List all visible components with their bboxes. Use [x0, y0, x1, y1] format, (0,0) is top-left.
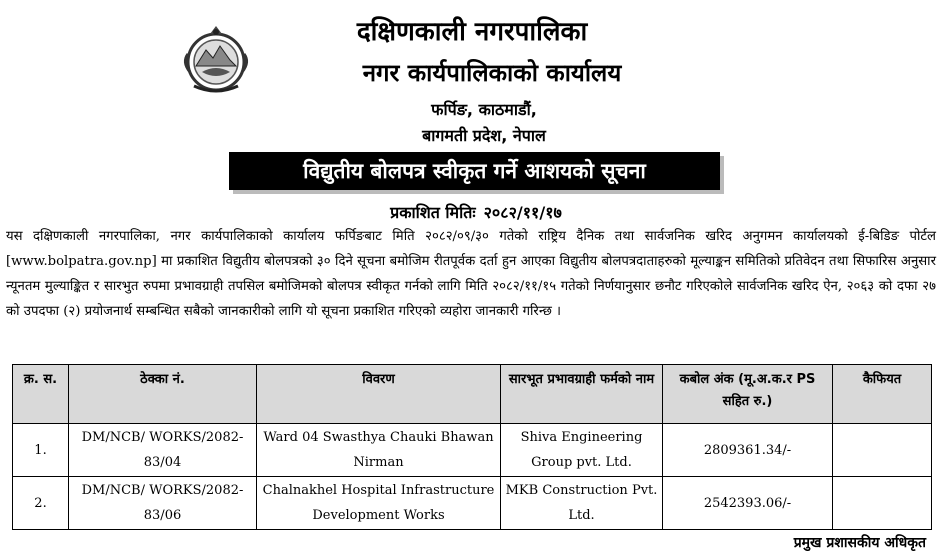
office-title: दक्षिणकाली नगरपालिका: [356, 17, 588, 47]
address-line-1: फर्पिङ, काठमाडौं,: [431, 100, 537, 119]
table-row: [13, 477, 932, 530]
cell-amount: 2542393.06/-: [663, 477, 833, 530]
cell-contract: DM/NCB/ WORKS/2082-83/04: [69, 424, 257, 477]
cell-amount: 2809361.34/-: [663, 424, 833, 477]
office-subtitle: नगर कार्यपालिकाको कार्यालय: [362, 59, 622, 87]
award-table: [12, 364, 932, 530]
header-contract: ठेक्का नं.: [69, 365, 257, 424]
table-header-row: [13, 365, 932, 424]
cell-firm: MKB Construction Pvt. Ltd.: [501, 477, 663, 530]
notice-banner: विद्युतीय बोलपत्र स्वीकृत गर्ने आशयको सूचना: [229, 152, 720, 190]
header-description: विवरण: [257, 365, 501, 424]
cell-description: Ward 04 Swasthya Chauki Bhawan Nirman: [257, 424, 501, 477]
published-date-value: २०८२/११/१७: [483, 203, 562, 222]
header-remarks: कैफियत: [833, 365, 932, 424]
cell-sn: 2.: [13, 477, 69, 530]
address-line-2: बागमती प्रदेश, नेपाल: [422, 126, 546, 145]
cell-remarks: [833, 424, 932, 477]
header-amount: कबोल अंक (मू.अ.क.र PS सहित रु.): [663, 365, 833, 424]
published-label: प्रकाशित मितिः: [390, 203, 476, 222]
published-date: [0, 201, 944, 223]
cell-description: Chalnakhel Hospital Infrastructure Development Works: [257, 477, 501, 530]
table-row: [13, 424, 932, 477]
cell-contract: DM/NCB/ WORKS/2082-83/06: [69, 477, 257, 530]
cell-remarks: [833, 477, 932, 530]
cell-firm: Shiva Engineering Group pvt. Ltd.: [501, 424, 663, 477]
cell-sn: 1.: [13, 424, 69, 477]
header-firm: सारभूत प्रभावग्राही फर्मको नाम: [501, 365, 663, 424]
signatory-title: प्रमुख प्रशासकीय अधिकृत: [793, 535, 926, 551]
notice-body: यस दक्षिणकाली नगरपालिका, नगर कार्यपालिकाको कार्यालय फर्पिङबाट मिति २०८२/०९/३० गतेको राष्ट्रिय दैनिक तथा सार्वजनिक खरिद अनुगमन कार्यालयको ई-बिडिङ पोर्टल [www.bolpatra.gov.np] मा प्रकाशित विद्युतीय बोलपत्रको ३० दिने सूचना बमोजिम रीतपूर्वक दर्ता हुन आएका विद्युतीय बोलपत्रदाताहरुको मूल्याङ्कन समितिको प्रतिवेदन तथा सिफारिस अनुसार न्यूनतम मुल्याङ्कित र सारभुत रुपमा प्रभावग्राही तपसिल बमोजिमको बोलपत्र स्वीकृत गर्नको लागि मिति २०८२/११/१५ गतेको निर्णयानुसार छनौट गरिएकोले सार्वजनिक खरिद ऐन, २०६३ को दफा २७ को उपदफा (२) प्रयोजनार्थ सम्बन्धित सबैको जानकारीको लागि यो सूचना प्रकाशित गरिएको व्यहोरा जानकारी गरिन्छ ।: [6, 229, 936, 319]
header-sn: क्र. स.: [13, 365, 69, 424]
